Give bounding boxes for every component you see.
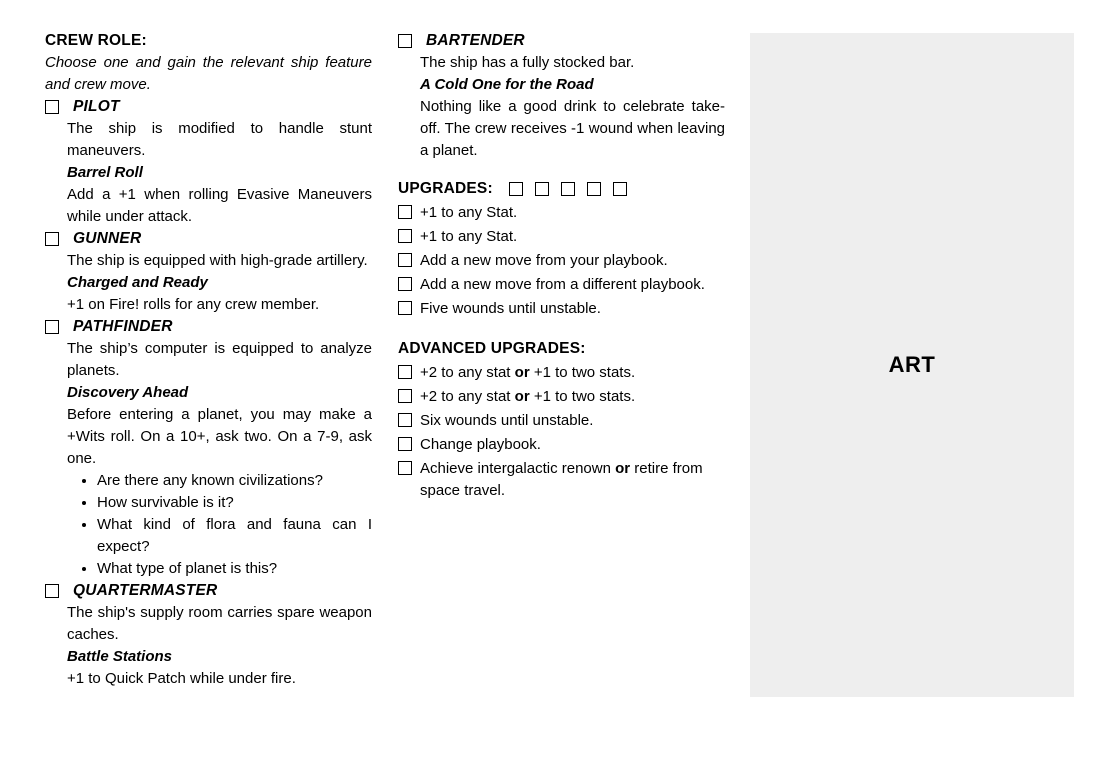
column-right [398, 30, 725, 502]
advanced-upgrade-checkbox-2[interactable] [398, 389, 412, 403]
upgrades-tally-boxes [509, 182, 627, 196]
advanced-upgrades-section [398, 338, 725, 502]
role-gunner [45, 228, 372, 316]
pathfinder-question-list [45, 470, 372, 580]
upgrade-item [398, 274, 725, 296]
advanced-upgrades-heading-row [398, 338, 725, 360]
role-quartermaster-move-text: +1 to Quick Patch while under fire. [67, 670, 296, 687]
advanced-upgrade-checkbox-3[interactable] [398, 413, 412, 427]
role-pathfinder-move-name: Discovery Ahead [67, 384, 189, 401]
upgrades-heading-row [398, 178, 725, 200]
role-quartermaster [45, 580, 372, 690]
upgrade-tally-checkbox-3[interactable] [561, 182, 575, 196]
role-pathfinder-checkbox[interactable] [45, 320, 59, 334]
upgrade-tally-checkbox-2[interactable] [535, 182, 549, 196]
upgrade-checkbox-2[interactable] [398, 229, 412, 243]
role-bartender-move-name: A Cold One for the Road [420, 76, 594, 93]
advanced-upgrade-checkbox-4[interactable] [398, 437, 412, 451]
upgrade-checkbox-3[interactable] [398, 253, 412, 267]
upgrade-tally-checkbox-4[interactable] [587, 182, 601, 196]
role-pilot-name: PILOT [73, 98, 120, 115]
role-bartender-checkbox[interactable] [398, 34, 412, 48]
role-pilot-move-name: Barrel Roll [67, 164, 143, 181]
role-bartender-move-text: Nothing like a good drink to celebrate take-off. The crew receives -1 wound when leaving a planet. [420, 98, 725, 159]
upgrade-label: Add a new move from a different playbook. [420, 276, 705, 293]
role-quartermaster-feature: The ship's supply room carries spare weapon caches. [67, 604, 372, 643]
upgrade-label: Add a new move from your playbook. [420, 252, 668, 269]
advanced-upgrade-item [398, 362, 725, 384]
advanced-upgrade-label: Change playbook. [420, 436, 541, 453]
role-gunner-checkbox[interactable] [45, 232, 59, 246]
pathfinder-question: • Are there any known civilizations? [97, 470, 372, 492]
role-pilot [45, 96, 372, 228]
role-pilot-header [45, 96, 372, 118]
upgrades-section [398, 178, 725, 320]
advanced-upgrade-checkbox-5[interactable] [398, 461, 412, 475]
advanced-upgrade-item [398, 434, 725, 456]
role-pilot-checkbox[interactable] [45, 100, 59, 114]
pathfinder-question: • How survivable is it? [97, 492, 372, 514]
upgrade-label: +1 to any Stat. [420, 204, 518, 221]
upgrade-item [398, 226, 725, 248]
role-gunner-feature: The ship is equipped with high-grade artillery. [67, 252, 368, 269]
role-bartender-name: BARTENDER [426, 32, 525, 49]
advanced-upgrade-label: +2 to any stat or +1 to two stats. [420, 364, 636, 381]
role-quartermaster-header [45, 580, 372, 602]
advanced-upgrade-label: Achieve intergalactic renown or retire from space travel. [420, 460, 703, 499]
upgrade-item [398, 298, 725, 320]
upgrade-item [398, 250, 725, 272]
pathfinder-question: • What type of planet is this? [97, 558, 372, 580]
role-bartender [398, 30, 725, 162]
upgrade-label: Five wounds until unstable. [420, 300, 601, 317]
advanced-upgrade-label: Six wounds until unstable. [420, 412, 594, 429]
pathfinder-question: • What kind of flora and fauna can I expect? [97, 514, 372, 558]
role-quartermaster-name: QUARTERMASTER [73, 582, 218, 599]
role-gunner-name: GUNNER [73, 230, 142, 247]
upgrade-tally-checkbox-1[interactable] [509, 182, 523, 196]
upgrade-tally-checkbox-5[interactable] [613, 182, 627, 196]
advanced-upgrade-item [398, 410, 725, 432]
advanced-upgrades-heading: ADVANCED UPGRADES: [398, 340, 586, 357]
role-pilot-feature: The ship is modified to handle stunt maneuvers. [67, 120, 372, 159]
role-quartermaster-move-name: Battle Stations [67, 648, 173, 665]
crew-role-heading: CREW ROLE: [45, 32, 147, 49]
role-pathfinder [45, 316, 372, 580]
upgrade-checkbox-5[interactable] [398, 301, 412, 315]
upgrade-label: +1 to any Stat. [420, 228, 518, 245]
role-bartender-feature: The ship has a fully stocked bar. [420, 54, 635, 71]
advanced-upgrade-item [398, 458, 725, 502]
upgrade-item [398, 202, 725, 224]
advanced-upgrade-checkbox-1[interactable] [398, 365, 412, 379]
column-left [45, 30, 372, 690]
role-gunner-header [45, 228, 372, 250]
upgrade-checkbox-1[interactable] [398, 205, 412, 219]
role-gunner-move-text: +1 on Fire! rolls for any crew member. [67, 296, 320, 313]
crew-role-intro: Choose one and gain the relevant ship feature and crew move. [45, 54, 372, 93]
advanced-upgrade-item [398, 386, 725, 408]
role-pathfinder-feature: The ship’s computer is equipped to analyze planets. [67, 340, 372, 379]
role-pathfinder-header [45, 316, 372, 338]
role-quartermaster-checkbox[interactable] [45, 584, 59, 598]
advanced-upgrade-label: +2 to any stat or +1 to two stats. [420, 388, 636, 405]
art-placeholder-box [750, 33, 1074, 697]
role-bartender-header [398, 30, 725, 52]
upgrades-heading: UPGRADES: [398, 180, 493, 197]
role-gunner-move-name: Charged and Ready [67, 274, 208, 291]
role-pathfinder-name: PATHFINDER [73, 318, 173, 335]
role-pilot-move-text: Add a +1 when rolling Evasive Maneuvers while under attack. [67, 186, 372, 225]
art-label: ART [888, 352, 936, 377]
upgrade-checkbox-4[interactable] [398, 277, 412, 291]
role-pathfinder-move-text: Before entering a planet, you may make a +Wits roll. On a 10+, ask two. On a 7-9, ask one. [67, 406, 372, 467]
